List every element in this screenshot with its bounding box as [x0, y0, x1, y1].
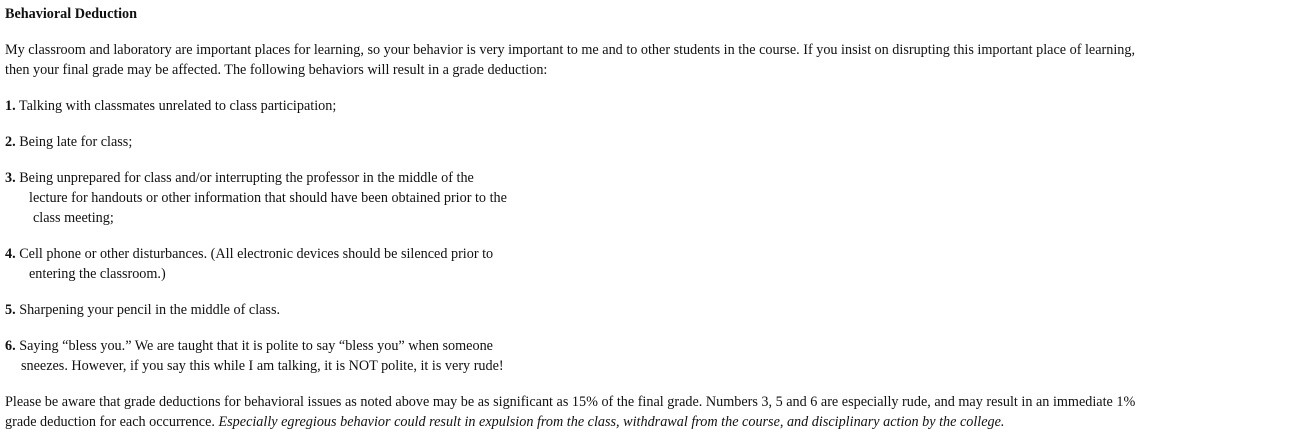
item-number: 3. [5, 170, 16, 186]
item-number: 2. [5, 134, 16, 150]
item-number: 6. [5, 338, 16, 354]
item-text: Talking with classmates unrelated to class participation; [15, 98, 337, 114]
item-text-continued: entering the classroom.) [29, 266, 166, 282]
item-text-continued: class meeting; [33, 210, 114, 226]
list-item-5 [5, 300, 280, 320]
item-text-continued: lecture for handouts or other information that should have been obtained prior to the [29, 190, 507, 206]
closing-line-2 [5, 412, 1135, 432]
list-item-4 [5, 244, 493, 284]
item-number: 5. [5, 302, 16, 318]
item-text: Being late for class; [15, 134, 133, 150]
item-text: Saying “bless you.” We are taught that it is polite to say “bless you” when someone [15, 338, 493, 354]
item-text: Being unprepared for class and/or interrupting the professor in the middle of the [15, 170, 474, 186]
item-text-continued: sneezes. However, if you say this while I am talking, it is NOT polite, it is very rude! [21, 358, 504, 374]
intro-line-2: then your final grade may be affected. The following behaviors will result in a grade deduction: [5, 62, 548, 78]
closing-emphasis: Especially egregious behavior could result in expulsion from the class, withdrawal from the course, and disciplinary action by the college. [218, 414, 1005, 430]
item-number: 1. [5, 98, 16, 114]
closing-line-1: Please be aware that grade deductions for behavioral issues as noted above may be as significant as 15% of the final grade. Numbers 3, 5 and 6 are especially rude, and may result in an immediate 1% [5, 394, 1136, 410]
closing-paragraph [5, 392, 1135, 432]
item-text: Sharpening your pencil in the middle of class. [15, 302, 281, 318]
intro-paragraph [5, 40, 1290, 80]
intro-line-1: My classroom and laboratory are important places for learning, so your behavior is very important to me and to other students in the course. If you insist on disrupting this important place of learning, [5, 42, 1136, 58]
list-item-1 [5, 96, 336, 116]
section-heading: Behavioral Deduction [5, 6, 138, 22]
list-item-3 [5, 168, 507, 228]
list-item-6 [5, 336, 504, 376]
list-item-2 [5, 132, 132, 152]
item-text: Cell phone or other disturbances. (All electronic devices should be silenced prior to [15, 246, 494, 262]
closing-text: grade deduction for each occurrence. [5, 414, 219, 430]
item-number: 4. [5, 246, 16, 262]
